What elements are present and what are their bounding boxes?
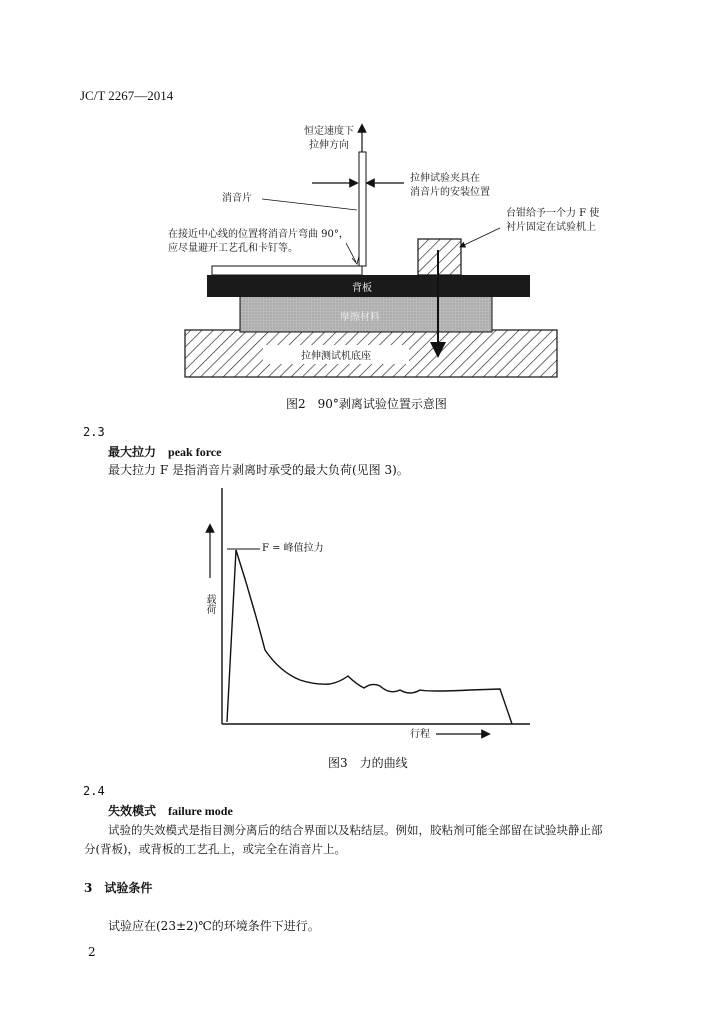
page-number: 2: [88, 945, 96, 959]
section-2-3-title: 最大拉力 peak force: [108, 445, 222, 459]
section-2-3-definition: 最大拉力 F 是指消音片剥离时承受的最大负荷(见图 3)。: [108, 463, 409, 477]
section-2-4-number: 2.4: [83, 784, 105, 798]
document-code: JC/T 2267—2014: [80, 88, 174, 103]
label-pad: 消音片: [222, 193, 252, 204]
y-axis-label: 载荷: [204, 594, 215, 614]
label-bend: 在接近中心线的位置将消音片弯曲 90°， 应尽量避开工艺孔和卡钉等。: [168, 229, 349, 254]
section-2-3-number: 2.3: [83, 425, 105, 439]
label-clamp: 拉伸试验夹具在 消音片的安装位置: [410, 173, 490, 198]
section-2-4-line1: 试验的失效模式是指目测分离后的结合界面以及粘结层。例如，胶粘剂可能全部留在试验块静止部: [108, 823, 603, 837]
label-direction: 恒定速度下 拉伸方向: [304, 126, 354, 151]
peak-annotation: F = 峰值拉力: [262, 543, 324, 554]
figure-3-caption: 图3 力的曲线: [328, 756, 408, 770]
force-curve: [227, 550, 512, 724]
label-backplate: 背板: [352, 283, 372, 294]
label-force: 台钳给予一个力 F 使 衬片固定在试验机上: [506, 208, 600, 233]
x-axis-label: 行程: [410, 729, 430, 740]
section-2-4-title: 失效模式 failure mode: [108, 804, 233, 818]
label-friction: 摩擦材料: [340, 312, 380, 323]
section-3-heading: 3 试验条件: [84, 881, 153, 895]
figure-2-caption: 图2 90°剥离试验位置示意图: [286, 397, 447, 411]
label-base: 拉伸测试机底座: [263, 345, 409, 364]
section-2-4-line2: 分(背板)，或背板的工艺孔上，或完全在消音片上。: [84, 842, 346, 856]
section-3-text: 试验应在(23±2)℃的环境条件下进行。: [108, 919, 320, 933]
